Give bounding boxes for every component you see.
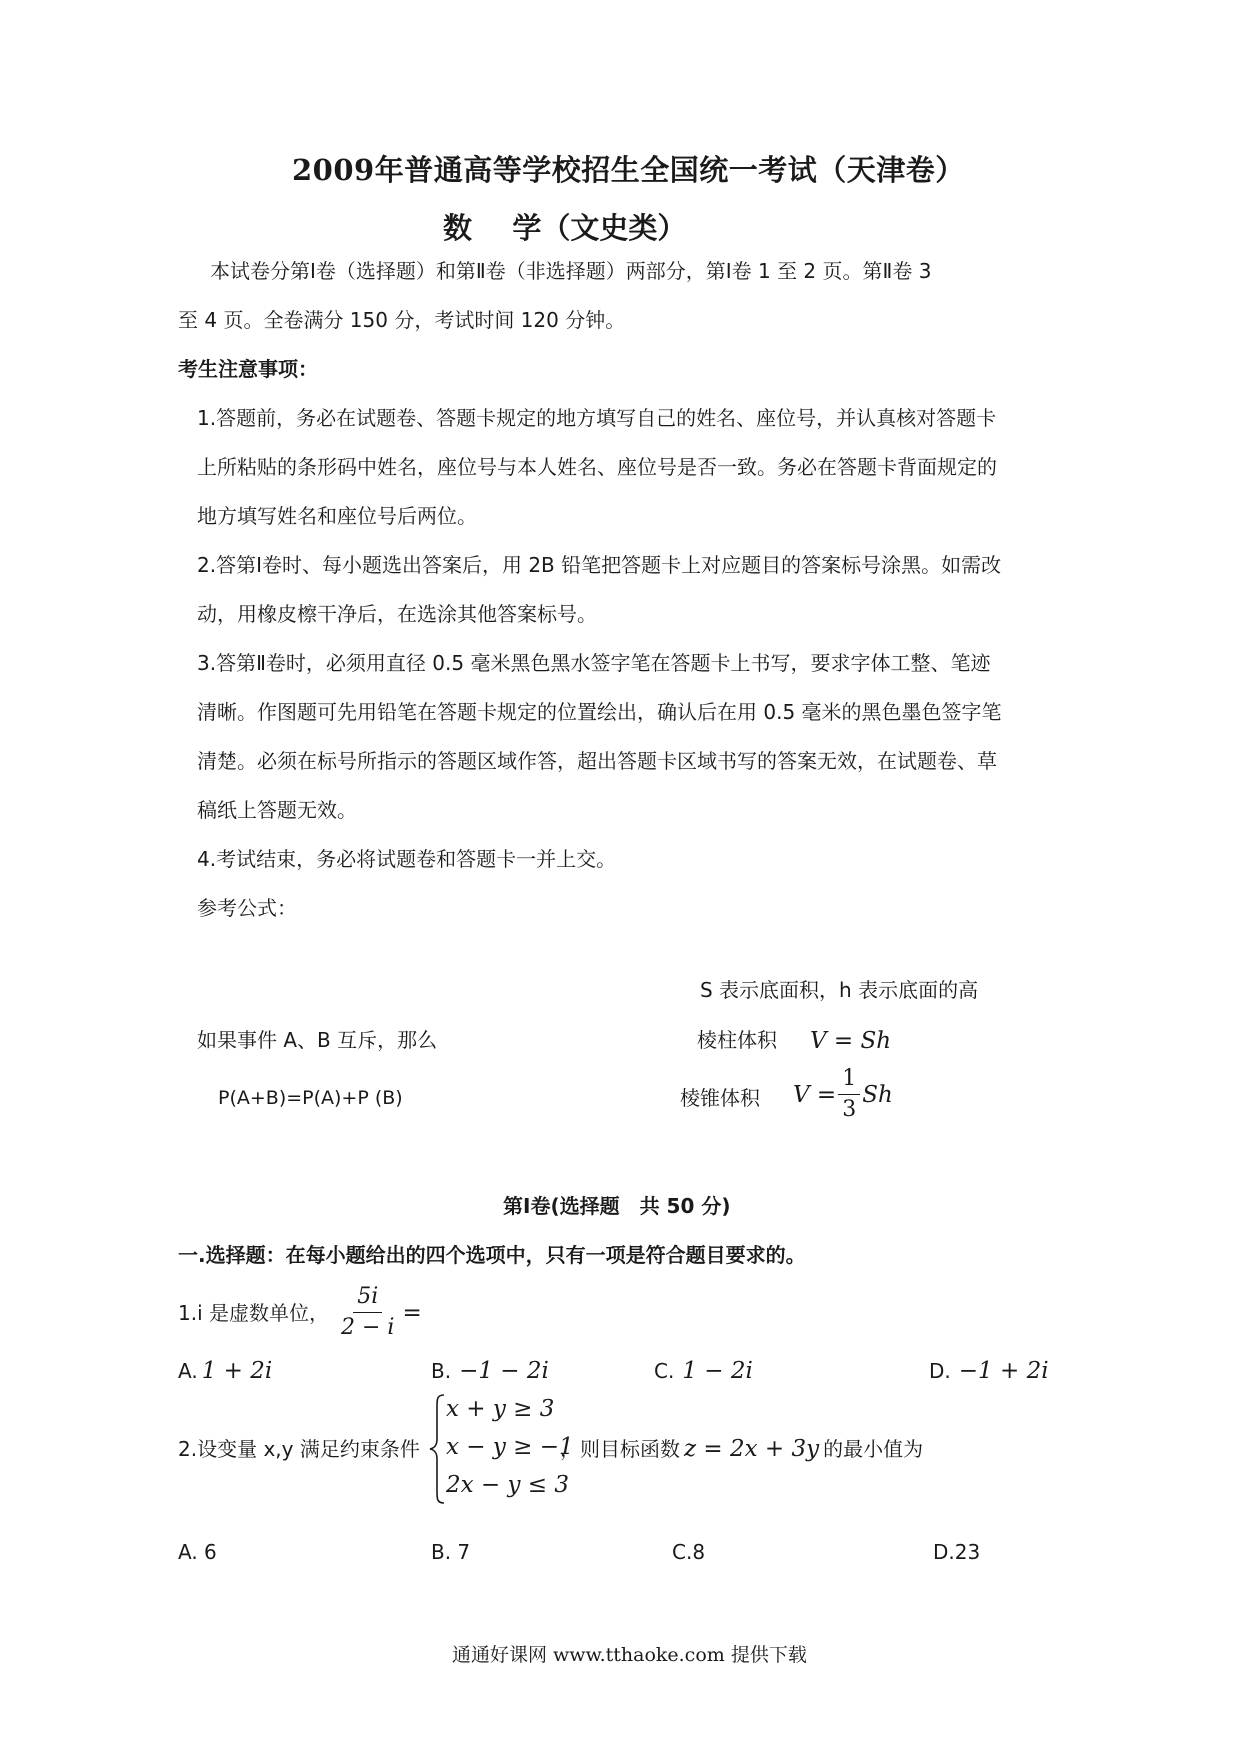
option-value: −1 − 2i xyxy=(459,1358,549,1384)
fraction-denominator: 2 − i xyxy=(341,1315,395,1340)
fraction-numerator: 1 xyxy=(838,1066,860,1095)
constraint-1: x + y ≥ 3 xyxy=(446,1396,555,1422)
pyramid-formula xyxy=(793,1066,893,1123)
fraction-numerator: 5i xyxy=(353,1284,382,1313)
page-title: 2009年普通高等学校招生全国统一考试（天津卷） xyxy=(292,153,965,187)
notice-line: 上所粘贴的条形码中姓名，座位号与本人姓名、座位号是否一致。务必在答题卡背面规定的 xyxy=(197,455,997,479)
event-text: 如果事件 A、B 互斥，那么 xyxy=(197,1028,438,1052)
notice-line: 动，用橡皮檫干净后，在选涂其他答案标号。 xyxy=(197,602,597,626)
event-formula: P(A+B)=P(A)+P (B) xyxy=(218,1087,403,1109)
intro-line-2: 至 4 页。全卷满分 150 分，考试时间 120 分钟。 xyxy=(178,308,626,332)
notice-line: 4.考试结束，务必将试题卷和答题卡一并上交。 xyxy=(197,847,617,871)
notice-line: 清楚。必须在标号所指示的答题区域作答，超出答题卡区域书写的答案无效，在试题卷、草 xyxy=(197,749,997,773)
q2-option-d: D.23 xyxy=(933,1540,981,1564)
notice-line: 地方填写姓名和座位号后两位。 xyxy=(197,504,477,528)
option-letter: C. xyxy=(654,1359,675,1383)
section-title: 第Ⅰ卷(选择题 共 50 分) xyxy=(503,1194,731,1218)
pyramid-v: V = xyxy=(793,1081,837,1108)
notice-line: 2.答第Ⅰ卷时、每小题选出答案后，用 2B 铅笔把答题卡上对应题目的答案标号涂黑。如需改 xyxy=(197,553,1002,577)
notice-line: 稿纸上答题无效。 xyxy=(197,798,357,822)
constraint-2: x − y ≥ −1 xyxy=(446,1434,574,1460)
option-value: 1 + 2i xyxy=(201,1358,273,1384)
q1-equals: = xyxy=(402,1299,422,1326)
q2-text: ，则目标函数 xyxy=(560,1437,680,1461)
prism-formula: V = Sh xyxy=(810,1028,892,1054)
formula-note: S 表示底面积，h 表示底面的高 xyxy=(700,978,979,1002)
pyramid-sh: Sh xyxy=(862,1081,893,1108)
prism-label: 棱柱体积 xyxy=(697,1028,777,1052)
formula-heading: 参考公式： xyxy=(197,896,297,920)
brace-icon xyxy=(428,1393,448,1505)
q2-option-c: C.8 xyxy=(672,1540,706,1564)
notice-line: 1.答题前，务必在试题卷、答题卡规定的地方填写自己的姓名、座位号，并认真核对答题卡 xyxy=(197,406,997,430)
q2-text: 的最小值为 xyxy=(823,1437,924,1461)
q2-stem: 2.设变量 x,y 满足约束条件 xyxy=(178,1437,420,1461)
footer-text: 通通好课网 www.tthaoke.com 提供下载 xyxy=(452,1644,807,1666)
option-letter: A. xyxy=(178,1359,198,1383)
page-subtitle: 数 学（文史类） xyxy=(443,211,687,245)
option-letter: B. xyxy=(431,1359,452,1383)
q1-stem: 1.i 是虚数单位， xyxy=(178,1300,329,1325)
section-instruction: 一.选择题：在每小题给出的四个选项中，只有一项是符合题目要求的。 xyxy=(178,1243,806,1267)
q2-option-b: B. 7 xyxy=(431,1540,471,1564)
constraint-3: 2x − y ≤ 3 xyxy=(446,1472,570,1498)
q1-fraction xyxy=(337,1284,398,1341)
q2-objective-text xyxy=(560,1434,923,1464)
notice-line: 清晰。作图题可先用铅笔在答题卡规定的位置绘出，确认后在用 0.5 毫米的黑色墨色签字笔 xyxy=(197,700,1002,724)
pyramid-label: 棱锥体积 xyxy=(680,1086,760,1110)
option-value: −1 + 2i xyxy=(958,1358,1049,1384)
q1-option-d xyxy=(929,1356,1049,1386)
notice-heading: 考生注意事项： xyxy=(178,357,318,381)
option-value: 1 − 2i xyxy=(682,1358,753,1384)
q2-objective: z = 2x + 3y xyxy=(684,1436,820,1462)
q2-option-a: A. 6 xyxy=(178,1540,217,1564)
q1-option-b xyxy=(431,1356,549,1386)
q1-option-a xyxy=(178,1356,272,1386)
q1-option-c xyxy=(654,1356,753,1386)
pyramid-fraction xyxy=(838,1066,860,1123)
question-1 xyxy=(178,1284,422,1341)
fraction-denominator: 3 xyxy=(842,1097,857,1122)
option-letter: D. xyxy=(929,1359,951,1383)
notice-line: 3.答第Ⅱ卷时，必须用直径 0.5 毫米黑色黑水签字笔在答题卡上书写，要求字体工整、笔迹 xyxy=(197,651,991,675)
intro-line-1: 本试卷分第Ⅰ卷（选择题）和第Ⅱ卷（非选择题）两部分，第Ⅰ卷 1 至 2 页。第Ⅱ卷 3 xyxy=(210,259,932,283)
